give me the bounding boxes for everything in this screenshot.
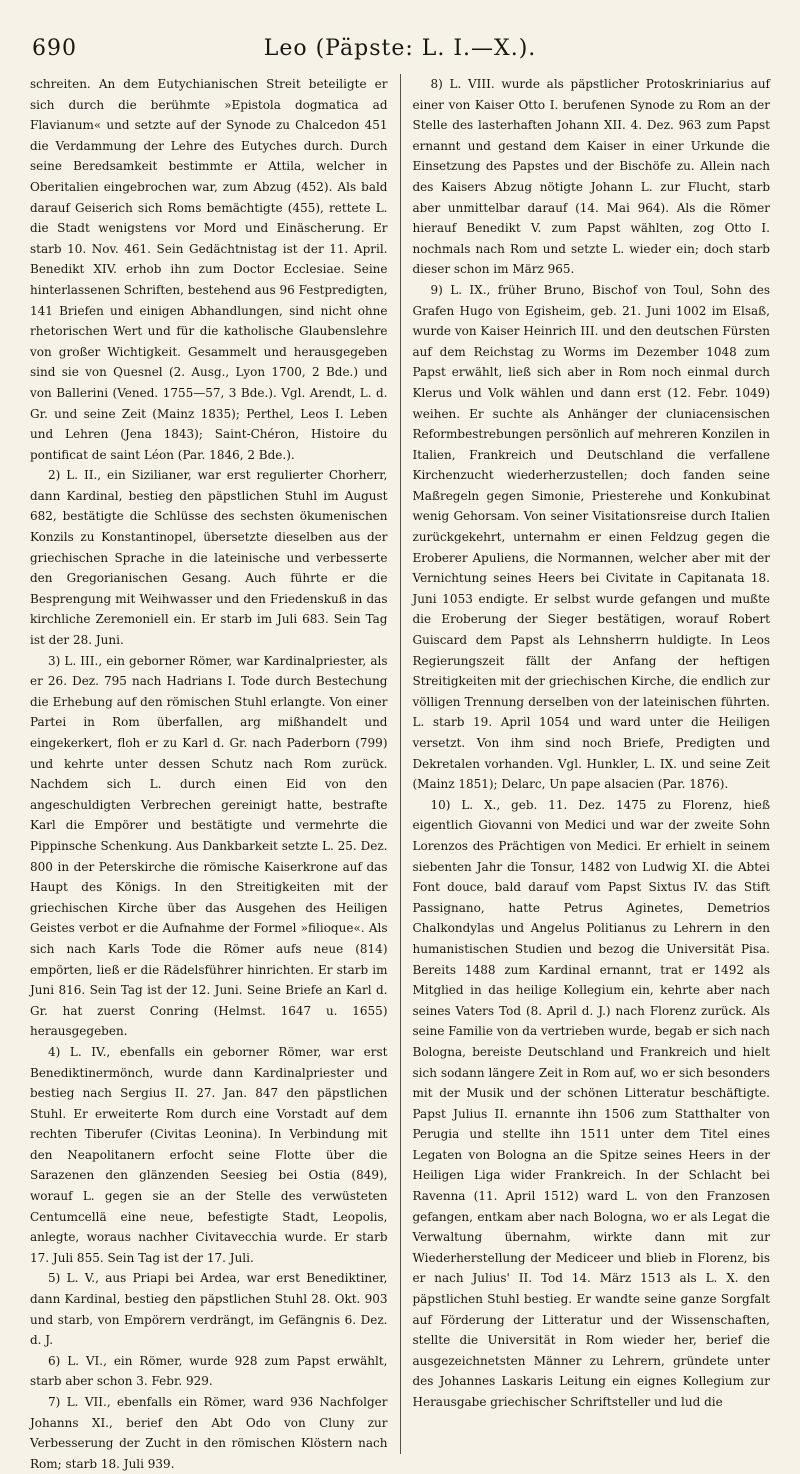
entry-leo-ix: 9) L. IX., früher Bruno, Bischof von Toul, Sohn des Grafen Hugo von Egisheim, geb. 21. Juni 1002 im Elsaß, wurde von Kaiser Heinrich III. und den deutschen Fürsten auf dem Reichstag zu Worms im Dezember 1048 zum Papst erwählt, ließ sich aber in Rom noch einmal durch Klerus und Volk wählen und dann erst (12. Febr. 1049) weihen. Er suchte als Anhänger der cluniacensischen Reformbestrebungen persönlich auf mehreren Konzilen in Italien, Frankreich und Deutschland die verfallene Kirchenzucht wiederherzustellen; doch fanden seine Maßregeln gegen Simonie, Priesterehe und Konkubinat wenig Gehorsam. Von seiner Visitationsreise durch Italien zurückgekehrt, unternahm er einen Feldzug gegen die Eroberer Apuliens, die Normannen, welcher aber mit der Vernichtung seines Heers bei Civitate in Capitanata 18. Juni 1053 endigte. Er selbst wurde gefangen und mußte die Eroberung der Sieger bestätigen, worauf Robert Guiscard dem Papst als Lehnsherrn huldigte. In Leos Regierungszeit fällt der Anfang der heftigen Streitigkeiten mit der griechischen Kirche, die endlich zur völligen Trennung derselben von der lateinischen führten. L. starb 19. April 1054 und ward unter die Heiligen versetzt. Von ihm sind noch Briefe, Predigten und Dekretalen vorhanden. Vgl. Hunkler, L. IX. und seine Zeit (Mainz 1851); Delarc, Un pape alsacien (Par. 1876). — [412, 282, 770, 792]
right-column — [401, 74, 771, 1454]
paragraph-continuation: schreiten. An dem Eutychianischen Streit beteiligte er sich durch die berühmte »Epistola dogmatica ad Flavianum« und setzte auf der Synode zu Chalcedon 451 die Verdammung der Lehre des Eutyches durch. Durch seine Beredsamkeit bestimmte er Attila, welcher in Oberitalien eingebrochen war, zum Abzug (452). Als bald darauf Geiserich sich Roms bemächtigte (455), rettete L. die Stadt wenigstens vor Mord und Einäscherung. Er starb 10. Nov. 461. Sein Gedächtnistag ist der 11. April. Benedikt XIV. erhob ihn zum Doctor Ecclesiae. Seine hinterlassenen Schriften, bestehend aus 96 Festpredigten, 141 Briefen und einigen Abhandlungen, sind nicht ohne rhetorischen Wert und für die katholische Glaubenslehre von großer Wichtigkeit. Gesammelt und herausgegeben sind sie von Quesnel (2. Ausg., Lyon 1700, 2 Bde.) und von Ballerini (Vened. 1755—57, 3 Bde.). Vgl. Arendt, L. d. Gr. und seine Zeit (Mainz 1835); Perthel, Leos I. Leben und Lehren (Jena 1843); Saint-Chéron, Histoire du pontificat de saint Léon (Par. 1846, 2 Bde.). — [30, 77, 388, 462]
entry-leo-viii: 8) L. VIII. wurde als päpstlicher Protoskriniarius auf einer von Kaiser Otto I. berufenen Synode zu Rom an der Stelle des lasterhaften Johann XII. 4. Dez. 963 zum Papst ernannt und gestand dem Kaiser in einer Urkunde die Einsetzung des Papstes und der Bischöfe zu. Allein nach des Kaisers Abzug nötigte Johann L. zur Flucht, starb aber unmittelbar darauf (14. Mai 964). Als die Römer hierauf Benedikt V. zum Papst wählten, zog Otto I. nochmals nach Rom und setzte L. wieder ein; doch starb dieser schon im März 965. — [412, 77, 770, 277]
page-number: 690 — [32, 36, 77, 61]
entry-leo-iv: 4) L. IV., ebenfalls ein geborner Römer, war erst Benediktinermönch, wurde dann Kardinalpriester und bestieg nach Sergius II. 27. Jan. 847 den päpstlichen Stuhl. Er erweiterte Rom durch eine Vorstadt auf dem rechten Tiberufer (Civitas Leonina). In Verbindung mit den Neapolitanern erfocht seine Flotte über die Sarazenen den glänzenden Seesieg bei Ostia (849), worauf L. gegen sie an der Stelle des verwüsteten Centumcellä eine neue, befestigte Stadt, Leopolis, anlegte, woraus nachher Civitavecchia wurde. Er starb 17. Juli 855. Sein Tag ist der 17. Juli. — [30, 1044, 388, 1265]
entry-leo-x: 10) L. X., geb. 11. Dez. 1475 zu Florenz, hieß eigentlich Giovanni von Medici und war der zweite Sohn Lorenzos des Prächtigen von Medici. Er erhielt in seinem siebenten Jahr die Tonsur, 1482 von Ludwig XI. die Abtei Font douce, bald darauf vom Papst Sixtus IV. das Stift Passignano, hatte Petrus Aginetes, Demetrios Chalkondylas und Angelus Politianus zu Lehrern in den humanistischen Studien und bezog die Universität Pisa. Bereits 1488 zum Kardinal ernannt, trat er 1492 als Mitglied in das heilige Kollegium ein, kehrte aber nach seines Vaters Tod (8. April d. J.) nach Florenz zurück. Als seine Familie von da vertrieben wurde, begab er sich nach Bologna, bereiste Deutschland und Frankreich und hielt sich sodann längere Zeit in Rom auf, wo er sich besonders mit der Musik und der schönen Litteratur beschäftigte. Papst Julius II. ernannte ihn 1506 zum Statthalter von Perugia und stellte ihn 1511 unter dem Titel eines Legaten von Bologna an die Spitze seines Heers in der Heiligen Liga wider Frankreich. In der Schlacht bei Ravenna (11. April 1512) ward L. von den Franzosen gefangen, entkam aber nach Bologna, wo er als Legat die Verwaltung übernahm, wirkte dann mit zur Wiederherstellung der Mediceer und blieb in Florenz, bis er nach Julius' II. Tod 14. März 1513 als L. X. den päpstlichen Stuhl bestieg. Er wandte seine ganze Sorgfalt auf Förderung der Litteratur und der Wissenschaften, stellte die Universität in Rom wieder her, berief die ausgezeichnetsten Männer zu Lehrern, gründete unter des Johannes Laskaris Leitung ein eignes Kollegium zur Herausgabe griechischer Schriftsteller und lud die — [412, 797, 770, 1409]
entry-leo-iii: 3) L. III., ein geborner Römer, war Kardinalpriester, als er 26. Dez. 795 nach Hadrians I. Tode durch Bestechung die Erhebung auf den römischen Stuhl erlangte. Von einer Partei in Rom überfallen, arg mißhandelt und eingekerkert, floh er zu Karl d. Gr. nach Paderborn (799) und kehrte unter dessen Schutz nach Rom zurück. Nachdem sich L. durch einen Eid von den angeschuldigten Verbrechen gereinigt hatte, bestrafte Karl die Empörer und bestätigte und vermehrte die Pippinsche Schenkung. Aus Dankbarkeit setzte L. 25. Dez. 800 in der Peterskirche die römische Kaiserkrone auf das Haupt des Königs. In den Streitigkeiten mit der griechischen Kirche über das Ausgehen des Heiligen Geistes verbot er die Aufnahme der Formel »filioque«. Als sich nach Karls Tode die Römer aufs neue (814) empörten, ließ er die Rädelsführer hinrichten. Er starb im Juni 816. Sein Tag ist der 12. Juni. Seine Briefe an Karl d. Gr. hat zuerst Conring (Helmst. 1647 u. 1655) herausgegeben. — [30, 653, 388, 1039]
entry-leo-ii: 2) L. II., ein Sizilianer, war erst regulierter Chorherr, dann Kardinal, bestieg den päpstlichen Stuhl im August 682, bestätigte die Schlüsse des sechsten ökumenischen Konzils zu Konstantinopel, übersetzte dieselben aus der griechischen Sprache in die lateinische und verbesserte den Gregorianischen Gesang. Auch führte er die Besprengung mit Weihwasser und den Friedenskuß in das kirchliche Zeremoniell ein. Er starb im Juli 683. Sein Tag ist der 28. Juni. — [30, 468, 388, 648]
entry-leo-v: 5) L. V., aus Priapi bei Ardea, war erst Benediktiner, dann Kardinal, bestieg den päpstlichen Stuhl 28. Okt. 903 und starb, von Empörern verdrängt, im Gefängnis 6. Dez. d. J. — [30, 1271, 388, 1348]
text-columns — [30, 74, 770, 1471]
page-header — [30, 30, 770, 66]
entry-leo-vi: 6) L. VI., ein Römer, wurde 928 zum Papst erwählt, starb aber schon 3. Febr. 929. — [30, 1353, 388, 1389]
running-title: Leo (Päpste: L. I.—X.). — [263, 36, 537, 61]
entry-leo-vii: 7) L. VII., ebenfalls ein Römer, ward 936 Nachfolger Johanns XI., berief den Abt Odo von Cluny zur Verbesserung der Zucht in den römischen Klöstern nach Rom; starb 18. Juli 939. — [30, 1395, 388, 1471]
left-column — [30, 74, 400, 1471]
